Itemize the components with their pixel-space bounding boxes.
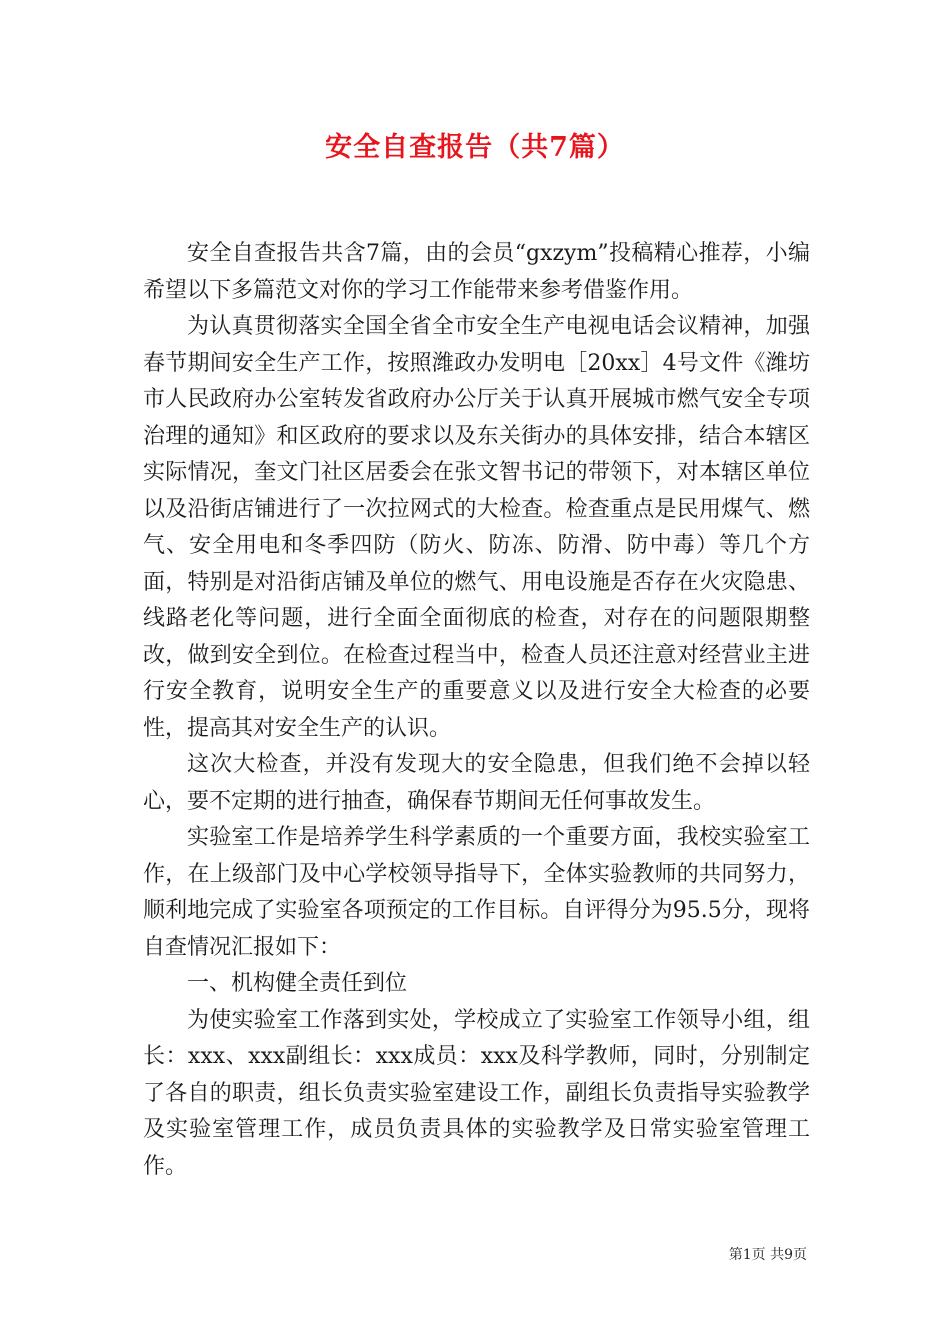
section-heading: 一、机构健全责任到位 [187, 971, 408, 996]
body-paragraph: 为认真贯彻落实全国全省全市安全生产电视电话会议精神，加强春节期间安全生产工作，按照潍政办发明电［20xx］4号文件《潍坊市人民政府办公室转发省政府办公厅关于认真开展城市燃气安全专项治理的通知》和区政府的要求以及东关街办的具体安排，结合本辖区实际情况，奎文门社区居委会在张文智书记的带领下，对本辖区单位以及沿街店铺进行了一次拉网式的大检查。检查重点是民用煤气、燃气、安全用电和冬季四防（防火、防冻、防滑、防中毒）等几个方面，特别是对沿街店铺及单位的燃气、用电设施是否存在火灾隐患、线路老化等问题，进行全面全面彻底的检查，对存在的问题限期整改，做到安全到位。在检查过程当中，检查人员还注意对经营业主进行安全教育，说明安全生产的重要意义以及进行安全大检查的必要性，提高其对安全生产的认识。 [143, 314, 810, 741]
document-body [143, 236, 810, 1185]
document-title: 安全自查报告（共7篇） [325, 132, 625, 163]
body-paragraph: 实验室工作是培养学生科学素质的一个重要方面，我校实验室工作，在上级部门及中心学校领导指导下，全体实验教师的共同努力，顺利地完成了实验室各项预定的工作目标。自评得分为95.5分，现将自查情况汇报如下： [143, 825, 810, 960]
body-paragraph: 为使实验室工作落到实处，学校成立了实验室工作领导小组，组长：xxx、xxx副组长：xxx成员：xxx及科学教师，同时，分别制定了各自的职责，组长负责实验室建设工作，副组长负责指导实验教学及实验室管理工作，成员负责具体的实验教学及日常实验室管理工作。 [143, 1007, 810, 1179]
body-paragraph: 这次大检查，并没有发现大的安全隐患，但我们绝不会掉以轻心，要不定期的进行抽查，确保春节期间无任何事故发生。 [143, 752, 810, 814]
intro-paragraph: 安全自查报告共含7篇，由的会员“gxzym”投稿精心推荐，小编希望以下多篇范文对你的学习工作能带来参考借鉴作用。 [143, 241, 810, 303]
page-number: 第1页 共9页 [728, 1247, 807, 1263]
